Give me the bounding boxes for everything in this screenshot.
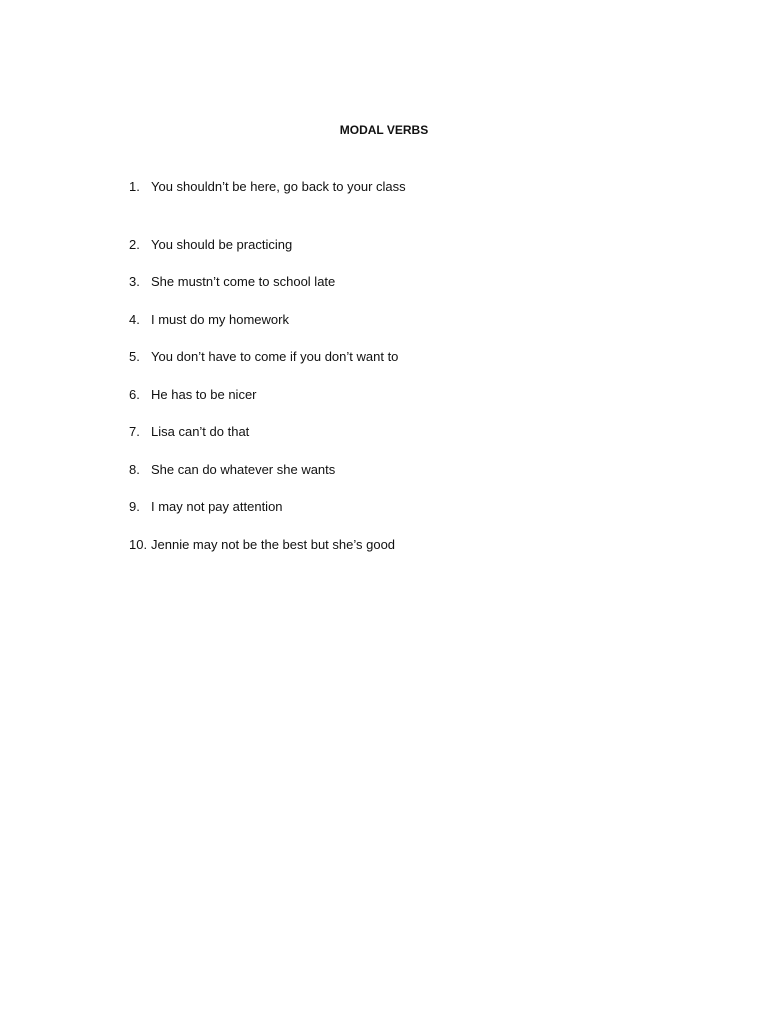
item-text: Lisa can’t do that: [151, 424, 250, 439]
item-number: 9.: [129, 499, 140, 514]
item-text: I may not pay attention: [151, 499, 283, 514]
item-text: I must do my homework: [151, 312, 289, 327]
list-item: [129, 461, 649, 479]
list-item: [129, 236, 649, 254]
list-item: [129, 273, 649, 291]
list-item: [129, 536, 649, 554]
item-text: You don’t have to come if you don’t want to: [151, 349, 399, 364]
item-text: You should be practicing: [151, 237, 293, 252]
page-title: MODAL VERBS: [339, 123, 429, 137]
list-item: [129, 386, 649, 404]
list-item: [129, 178, 649, 196]
item-number: 3.: [129, 274, 140, 289]
item-number: 7.: [129, 424, 140, 439]
item-number: 8.: [129, 462, 140, 477]
item-number: 10.: [129, 537, 148, 552]
item-number: 1.: [129, 179, 140, 194]
item-text: He has to be nicer: [151, 387, 257, 402]
list-item: [129, 348, 649, 366]
list-item: [129, 498, 649, 516]
list-item: [129, 311, 649, 329]
item-number: 4.: [129, 312, 140, 327]
list-item: [129, 423, 649, 441]
item-text: You shouldn’t be here, go back to your class: [151, 179, 406, 194]
item-number: 5.: [129, 349, 140, 364]
item-text: She can do whatever she wants: [151, 462, 336, 477]
item-text: Jennie may not be the best but she’s good: [151, 537, 396, 552]
item-number: 6.: [129, 387, 140, 402]
item-text: She mustn’t come to school late: [151, 274, 336, 289]
numbered-list: [129, 0, 649, 600]
item-number: 2.: [129, 237, 140, 252]
